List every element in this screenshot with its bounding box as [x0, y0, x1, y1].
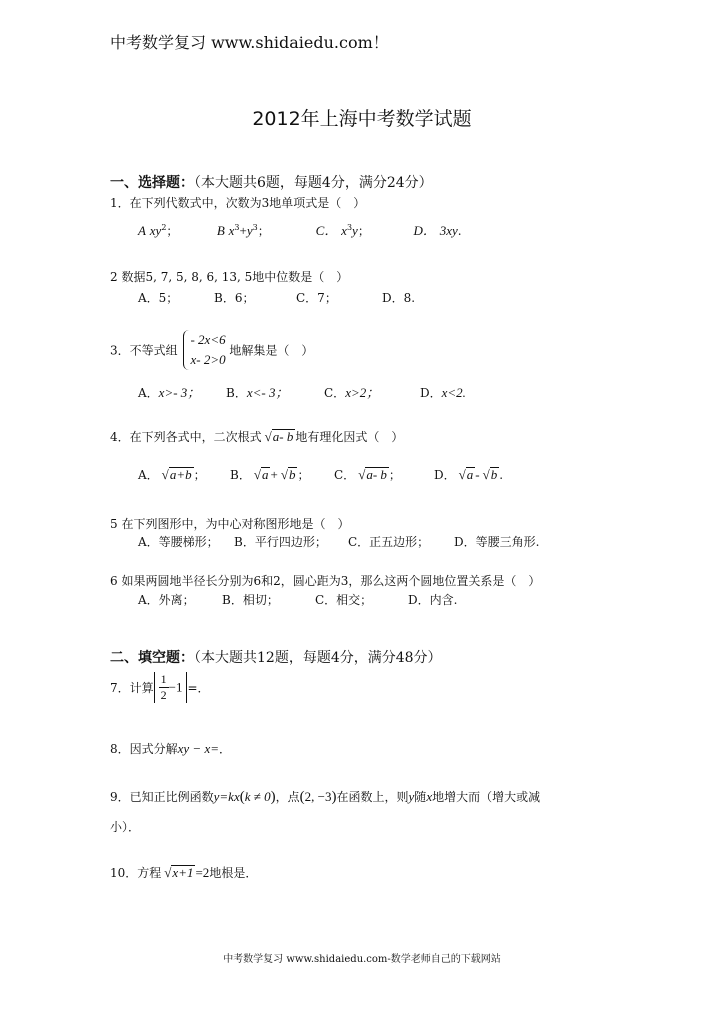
section-1-head: 一、选择题： — [110, 175, 194, 191]
q6-option-c: C．相交； — [315, 593, 373, 607]
q5-option-c: C．正五边形； — [348, 535, 430, 549]
q1-option-a: A xy2； — [138, 223, 179, 238]
question-5-options — [138, 533, 539, 550]
q5-option-d: D．等腰三角形. — [454, 535, 540, 549]
question-1-stem: 1．在下列代数式中，次数为3地单项式是（ ） — [110, 196, 366, 210]
radical-expression: √ x+1 — [171, 865, 195, 880]
question-1-options — [138, 220, 462, 239]
question-3-stem: 3．不等式组 - 2x<6 x- 2>0 地解集是（ ） — [110, 330, 313, 370]
question-6-options — [138, 591, 457, 608]
question-8-stem: 8．因式分解xy − x=． — [110, 741, 232, 756]
q6-option-a: A．外离； — [138, 593, 195, 607]
page-footer: 中考数学复习 www.shidaiedu.com-数学老师自己的下载网站 — [223, 954, 501, 965]
q3-option-a: A．x>- 3； — [138, 385, 201, 400]
section-2-head: 二、填空题： — [110, 650, 194, 666]
q2-option-d: D．8. — [382, 291, 416, 305]
q4-option-b: B．√ a +√ b ； — [230, 466, 334, 483]
q2-option-a: A．5； — [138, 291, 179, 305]
q3-option-b: B．x<- 3； — [226, 385, 289, 400]
page-header: 中考数学复习 www.shidaiedu.com！ — [110, 33, 389, 52]
question-10-stem: 10．方程√ x+1 =2地根是． — [110, 864, 257, 881]
q3-option-c: C．x>2； — [324, 385, 380, 400]
q6-option-d: D．内含. — [408, 593, 458, 607]
question-6-stem: 6 如果两圆地半径长分别为6和2，圆心距为3，那么这两个圆地位置关系是（ ） — [110, 574, 541, 588]
section-1-desc: （本大题共6题，每题4分，满分24分） — [194, 175, 433, 191]
q1-option-b: B x3+y3； — [216, 223, 270, 238]
question-4-stem: 4．在下列各式中，二次根式√ a- b 地有理化因式（ ） — [110, 428, 403, 445]
q4-option-d: D．√ a -√ b . — [434, 466, 503, 483]
absolute-value-expression: $\frac{1}{2}$ −1 — [154, 672, 188, 703]
question-3-options — [138, 382, 466, 401]
q5-option-b: B．平行四边形； — [234, 535, 327, 549]
q1-option-c: C． x3y； — [315, 223, 370, 238]
section-2-desc: （本大题共12题，每题4分，满分48分） — [194, 650, 442, 666]
radical-expression: √ a- b — [272, 429, 296, 444]
q5-option-a: A．等腰梯形； — [138, 535, 219, 549]
question-4-options — [138, 466, 503, 483]
q1-option-d: D． 3xy. — [413, 223, 462, 238]
question-9-continuation: 小）． — [110, 820, 141, 834]
section-2-heading — [110, 647, 442, 667]
inequality-system: - 2x<6 x- 2>0 — [183, 330, 225, 370]
q4-option-c: C．√ a- b ； — [334, 466, 434, 483]
q2-option-b: B．6； — [214, 291, 255, 305]
question-5-stem: 5 在下列图形中，为中心对称图形地是（ ） — [110, 517, 350, 531]
q3-option-d: D．x<2. — [420, 385, 466, 400]
section-1-heading — [110, 172, 433, 192]
q6-option-b: B．相切； — [222, 593, 279, 607]
page-title: 2012年上海中考数学试题 — [252, 108, 472, 130]
q4-option-a: A．√ a+b ； — [138, 466, 230, 483]
q2-option-c: C．7； — [296, 291, 337, 305]
question-2-options — [138, 289, 415, 306]
question-9-stem: 9．已知正比例函数y=kx(k ≠ 0)，点(2, −3)在函数上，则y随x地增大而（增大或减 — [110, 789, 541, 805]
question-7-stem: 7．计算 $\frac{1}{2}$ −1 =． — [110, 672, 210, 702]
question-2-stem: 2 数据5, 7, 5, 8, 6, 13, 5地中位数是（ ） — [110, 270, 349, 284]
